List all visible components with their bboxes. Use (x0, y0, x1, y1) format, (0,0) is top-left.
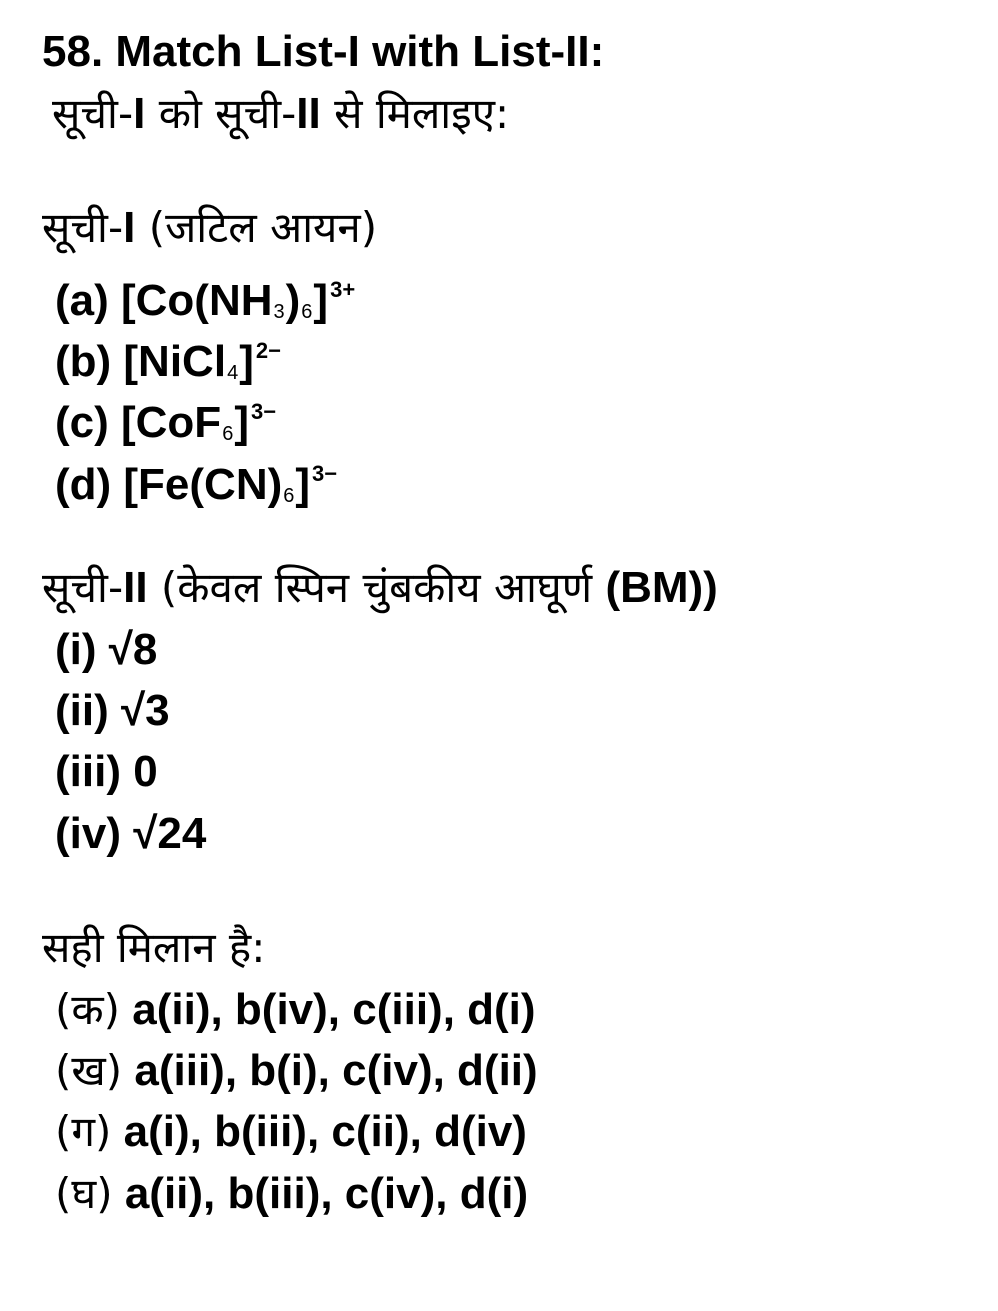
list1-item-d (55, 446, 337, 524)
ion-charge: 3− (250, 399, 277, 424)
magnetic-moment-value: 0 (133, 747, 158, 796)
list2-heading-part: (BM)) (605, 563, 718, 612)
option-marker: (ख) (55, 1046, 123, 1095)
hindi-title-part: को सूची- (145, 89, 297, 138)
answer-option-gha[interactable] (55, 1166, 528, 1222)
subscript: 4 (227, 362, 239, 384)
option-text: a(ii), b(iii), c(iv), d(i) (112, 1169, 529, 1218)
ion-formula: (c) [CoF (55, 398, 222, 447)
option-text: a(i), b(iii), c(ii), d(iv) (111, 1107, 527, 1156)
option-marker: (क) (55, 985, 121, 1034)
question-title-text: 58. Match List-I with List-II: (42, 27, 605, 76)
item-label: (iii) (55, 747, 134, 796)
list1-heading-part: (जटिल आयन) (135, 203, 378, 252)
ion-formula: (a) [Co(NH (55, 276, 273, 325)
list2-heading-part: II (123, 563, 148, 612)
subscript: 6 (283, 485, 295, 507)
list2-heading-part: सूची- (42, 563, 124, 612)
option-marker: (ग) (55, 1107, 112, 1156)
ion-formula: ] (313, 276, 329, 325)
ion-formula: ] (234, 398, 249, 447)
ion-formula: ] (295, 460, 311, 509)
list2-item-ii (55, 683, 170, 739)
list1-heading-part: I (123, 203, 136, 252)
hindi-title-part: II (296, 89, 321, 138)
subscript: 3 (273, 301, 285, 323)
item-label: (ii) (55, 686, 121, 735)
magnetic-moment-value: √3 (120, 686, 170, 735)
item-label: (i) (55, 625, 109, 674)
answer-heading (42, 920, 265, 976)
magnetic-moment-value: √24 (133, 809, 207, 858)
ion-formula: ] (239, 337, 254, 386)
subscript: 6 (222, 423, 234, 445)
list2-item-i (55, 622, 157, 678)
answer-heading-text: सही मिलान है: (42, 923, 266, 972)
list2-heading-part: (केवल स्पिन चुंबकीय आघूर्ण (147, 563, 606, 612)
ion-formula: (d) [Fe(CN) (55, 460, 283, 509)
magnetic-moment-value: √8 (108, 625, 158, 674)
answer-option-ga[interactable] (55, 1104, 527, 1160)
item-label: (iv) (55, 809, 134, 858)
ion-charge: 3− (312, 461, 338, 486)
list1-heading-part: सूची- (42, 203, 124, 252)
option-text: a(iii), b(i), c(iv), d(ii) (122, 1046, 538, 1095)
question-title (42, 24, 604, 80)
list2-item-iii (55, 744, 158, 800)
hindi-title-part: I (133, 89, 146, 138)
ion-formula: (b) [NiCl (55, 337, 227, 386)
subscript: 6 (301, 301, 313, 323)
list2-heading (42, 560, 718, 616)
ion-formula: ) (285, 276, 301, 325)
answer-option-ka[interactable] (55, 982, 536, 1038)
option-text: a(ii), b(iv), c(iii), d(i) (120, 985, 536, 1034)
hindi-title-part: सूची- (52, 89, 134, 138)
list1-heading (42, 200, 377, 256)
question-title-hindi (52, 86, 509, 142)
hindi-title-part: से मिलाइए: (320, 89, 510, 138)
list2-item-iv (55, 806, 206, 862)
answer-option-kha[interactable] (55, 1043, 538, 1099)
ion-charge: 3+ (330, 277, 356, 302)
ion-charge: 2− (255, 338, 281, 363)
option-marker: (घ) (55, 1169, 113, 1218)
